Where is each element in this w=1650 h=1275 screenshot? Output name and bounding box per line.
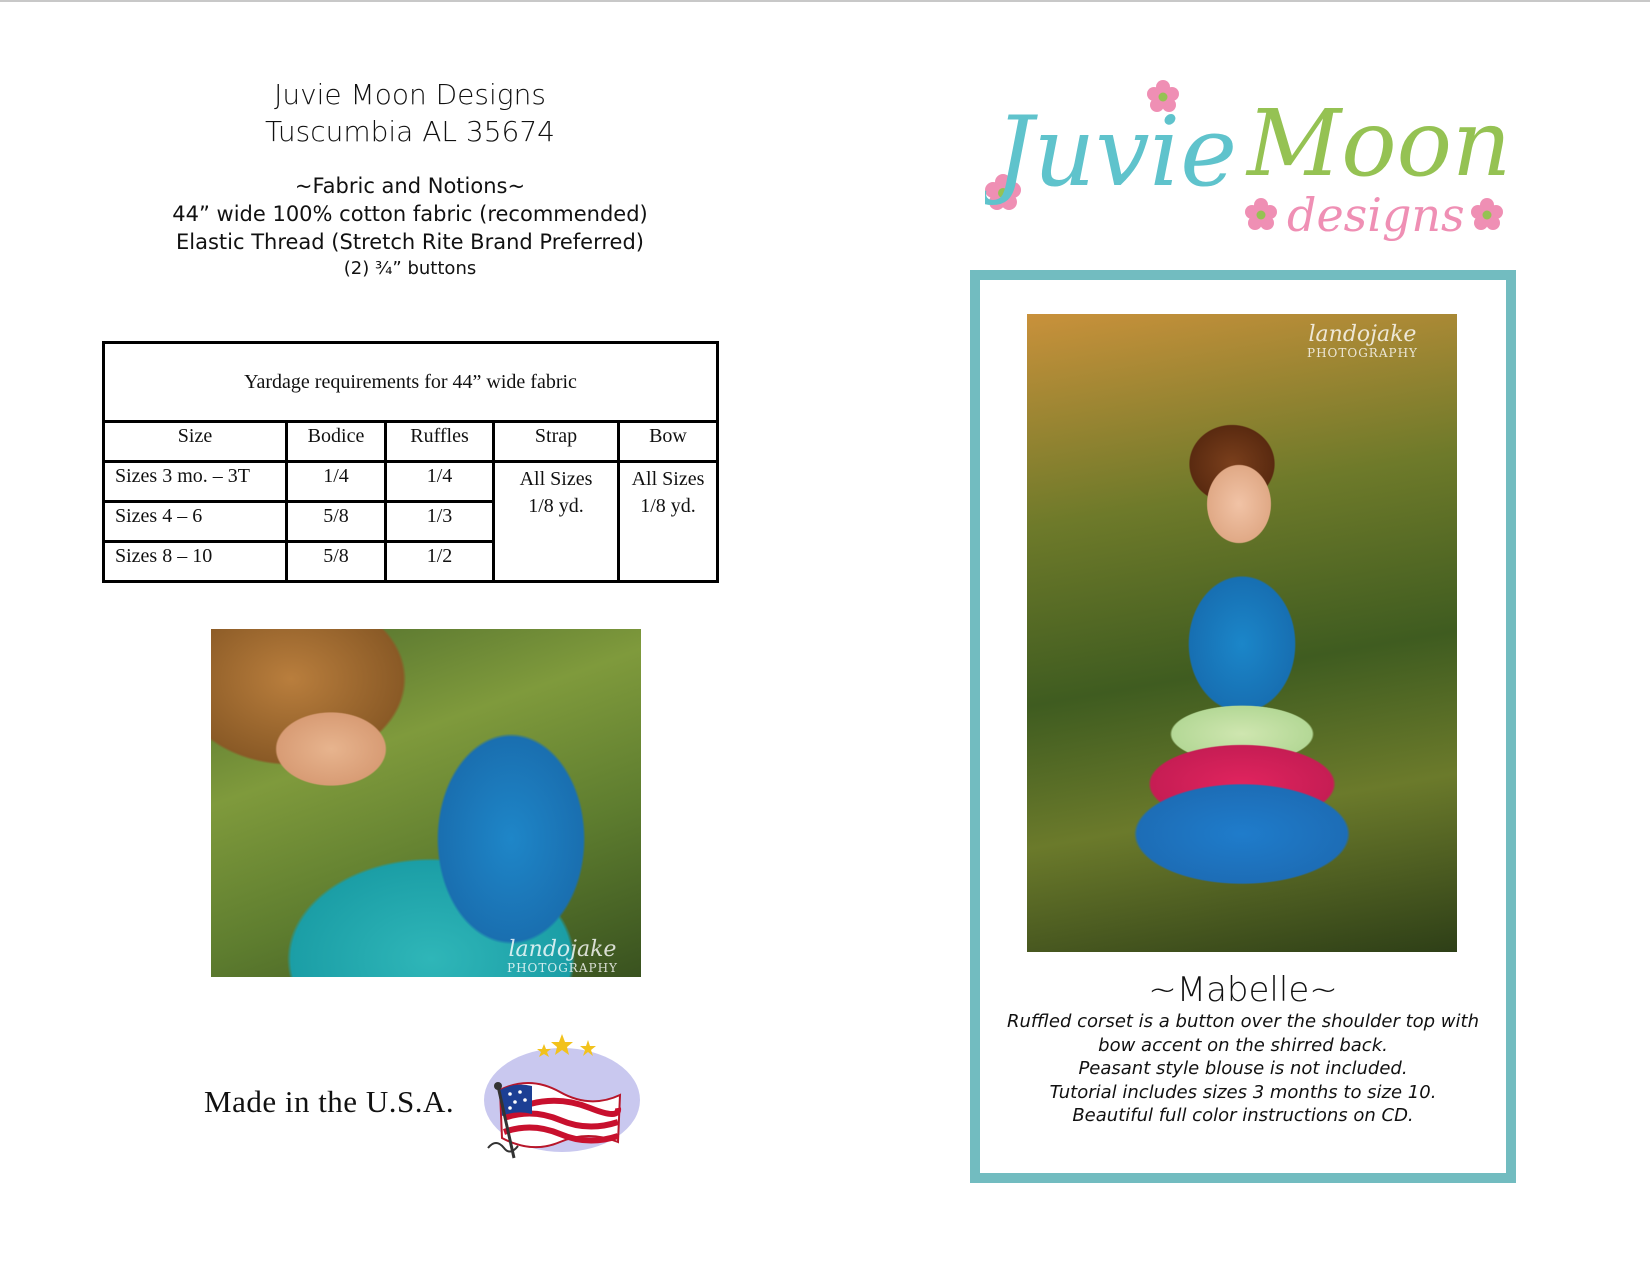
notions-block: [100, 172, 720, 282]
desc-line: Peasant style blouse is not included.: [1078, 1058, 1408, 1079]
desc-line: Tutorial includes sizes 3 months to size 10.: [1049, 1081, 1437, 1103]
notions-buttons: (2) ¾” buttons: [343, 258, 477, 279]
product-name: ~Mabelle~: [1148, 970, 1338, 1010]
logo-art: [985, 75, 1515, 255]
strap-sizes: All Sizes: [519, 468, 593, 490]
size-cell: Sizes 3 mo. – 3T: [104, 462, 287, 502]
strap-amount: 1/8 yd.: [528, 495, 584, 517]
page-top-rule: [0, 0, 1650, 2]
header-bodice: Bodice: [287, 422, 386, 462]
size-cell: Sizes 4 – 6: [104, 502, 287, 542]
notions-heading: ~Fabric and Notions~: [294, 174, 526, 198]
photo-watermark: [1307, 322, 1418, 362]
girl-on-swing-photo: [1027, 314, 1457, 952]
bow-amount: 1/8 yd.: [640, 495, 696, 517]
bodice-cell: 1/4: [287, 462, 386, 502]
brand-logo: [985, 75, 1515, 255]
bow-cell: [619, 462, 718, 582]
photo-watermark: [507, 937, 618, 977]
yardage-caption: Yardage requirements for 44” wide fabric: [104, 343, 718, 422]
watermark-sub: PHOTOGRAPHY: [1307, 346, 1418, 360]
notions-fabric: 44” wide 100% cotton fabric (recommended): [172, 202, 648, 226]
american-flag-icon: [470, 1030, 645, 1165]
company-name: Juvie Moon Designs: [274, 78, 546, 111]
header-strap: Strap: [494, 422, 619, 462]
header-ruffles: Ruffles: [386, 422, 494, 462]
bow-sizes: All Sizes: [631, 468, 705, 490]
desc-line: Ruffled corset is a button over the shoulder top with: [1007, 1011, 1479, 1032]
yardage-table: [102, 341, 719, 583]
desc-line: bow accent on the shirred back.: [1098, 1034, 1388, 1056]
dress-back-photo: [211, 629, 641, 977]
size-cell: Sizes 8 – 10: [104, 542, 287, 582]
header-size: Size: [104, 422, 287, 462]
product-description: [970, 1010, 1516, 1128]
bodice-cell: 5/8: [287, 542, 386, 582]
company-block: [100, 76, 720, 150]
logo-word-juvie: Juvie: [995, 96, 1238, 208]
company-location: Tuscumbia AL 35674: [265, 115, 555, 148]
header-bow: Bow: [619, 422, 718, 462]
watermark-name: landojake: [1308, 322, 1417, 347]
watermark-sub: PHOTOGRAPHY: [507, 961, 618, 975]
ruffles-cell: 1/2: [386, 542, 494, 582]
logo-word-moon: Moon: [1247, 90, 1512, 197]
ruffles-cell: 1/4: [386, 462, 494, 502]
made-in-usa-text: Made in the U.S.A.: [204, 1084, 455, 1119]
table-row: [104, 462, 718, 502]
ruffles-cell: 1/3: [386, 502, 494, 542]
logo-word-designs: designs: [1287, 188, 1465, 242]
strap-cell: [494, 462, 619, 582]
notions-thread: Elastic Thread (Stretch Rite Brand Preferred): [176, 230, 644, 254]
watermark-name: landojake: [508, 937, 617, 962]
desc-line: Beautiful full color instructions on CD.: [1072, 1105, 1414, 1126]
bodice-cell: 5/8: [287, 502, 386, 542]
